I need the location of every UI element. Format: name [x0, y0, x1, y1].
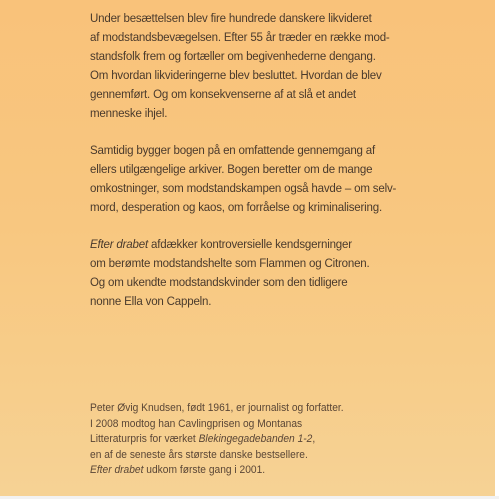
bio-line: Peter Øvig Knudsen, født 1961, er journalist og forfatter. [90, 402, 344, 414]
work-title: Blekingegadebanden 1-2 [198, 433, 313, 445]
bio-text: udkom første gang i 2001. [143, 464, 266, 476]
blurb-text: afdækker kontroversielle kendsgerninger [147, 237, 352, 251]
bio-text: Litteraturpris for værket [90, 433, 199, 445]
blurb-line: Samtidig bygger bogen på en omfattende gennemgang af [90, 143, 376, 157]
blurb-line: Og om ukendte modstandskvinder som den tidligere [90, 275, 348, 289]
bio-text: , [312, 433, 316, 445]
author-bio [90, 401, 462, 479]
blurb-line: gennemført. Og om konsekvenserne af at slå et andet [90, 87, 356, 101]
bio-line [90, 432, 462, 448]
blurb-line: menneske ihjel. [90, 106, 168, 120]
blurb-line: nonne Ella von Cappeln. [90, 294, 212, 308]
page-edge [495, 0, 499, 499]
blurb-paragraph-3 [90, 235, 462, 311]
bio-line: I 2008 modtog han Cavlingprisen og Montanas [90, 417, 303, 430]
blurb-line: Under besættelsen blev fire hundrede danskere likvideret [90, 11, 372, 25]
blurb-paragraph-2 [90, 141, 462, 217]
blurb-line: af modstandsbevægelsen. Efter 55 år træder en række mod- [90, 30, 390, 44]
blurb-line: omkostninger, som modstandskampen også havde – om selv- [90, 181, 397, 195]
blurb-line: standsfolk frem og fortæller om begivenhederne dengang. [90, 49, 376, 63]
bio-line: en af de seneste års største danske bestsellere. [90, 448, 308, 461]
blurb-line: Om hvordan likvideringerne blev besluttet. Hvordan de blev [90, 68, 382, 82]
blurb-line: om berømte modstandshelte som Flammen og Citronen. [90, 256, 370, 270]
blurb-line [90, 235, 462, 254]
book-title: Efter drabet [90, 464, 144, 476]
bio-line [90, 463, 462, 479]
blurb-line: ellers utilgængelige arkiver. Bogen beretter om de mange [90, 162, 373, 176]
book-title: Efter drabet [90, 237, 148, 251]
blurb-line: mord, desperation og kaos, om forråelse og kriminalisering. [90, 200, 382, 214]
blurb-paragraph-1 [90, 9, 462, 123]
